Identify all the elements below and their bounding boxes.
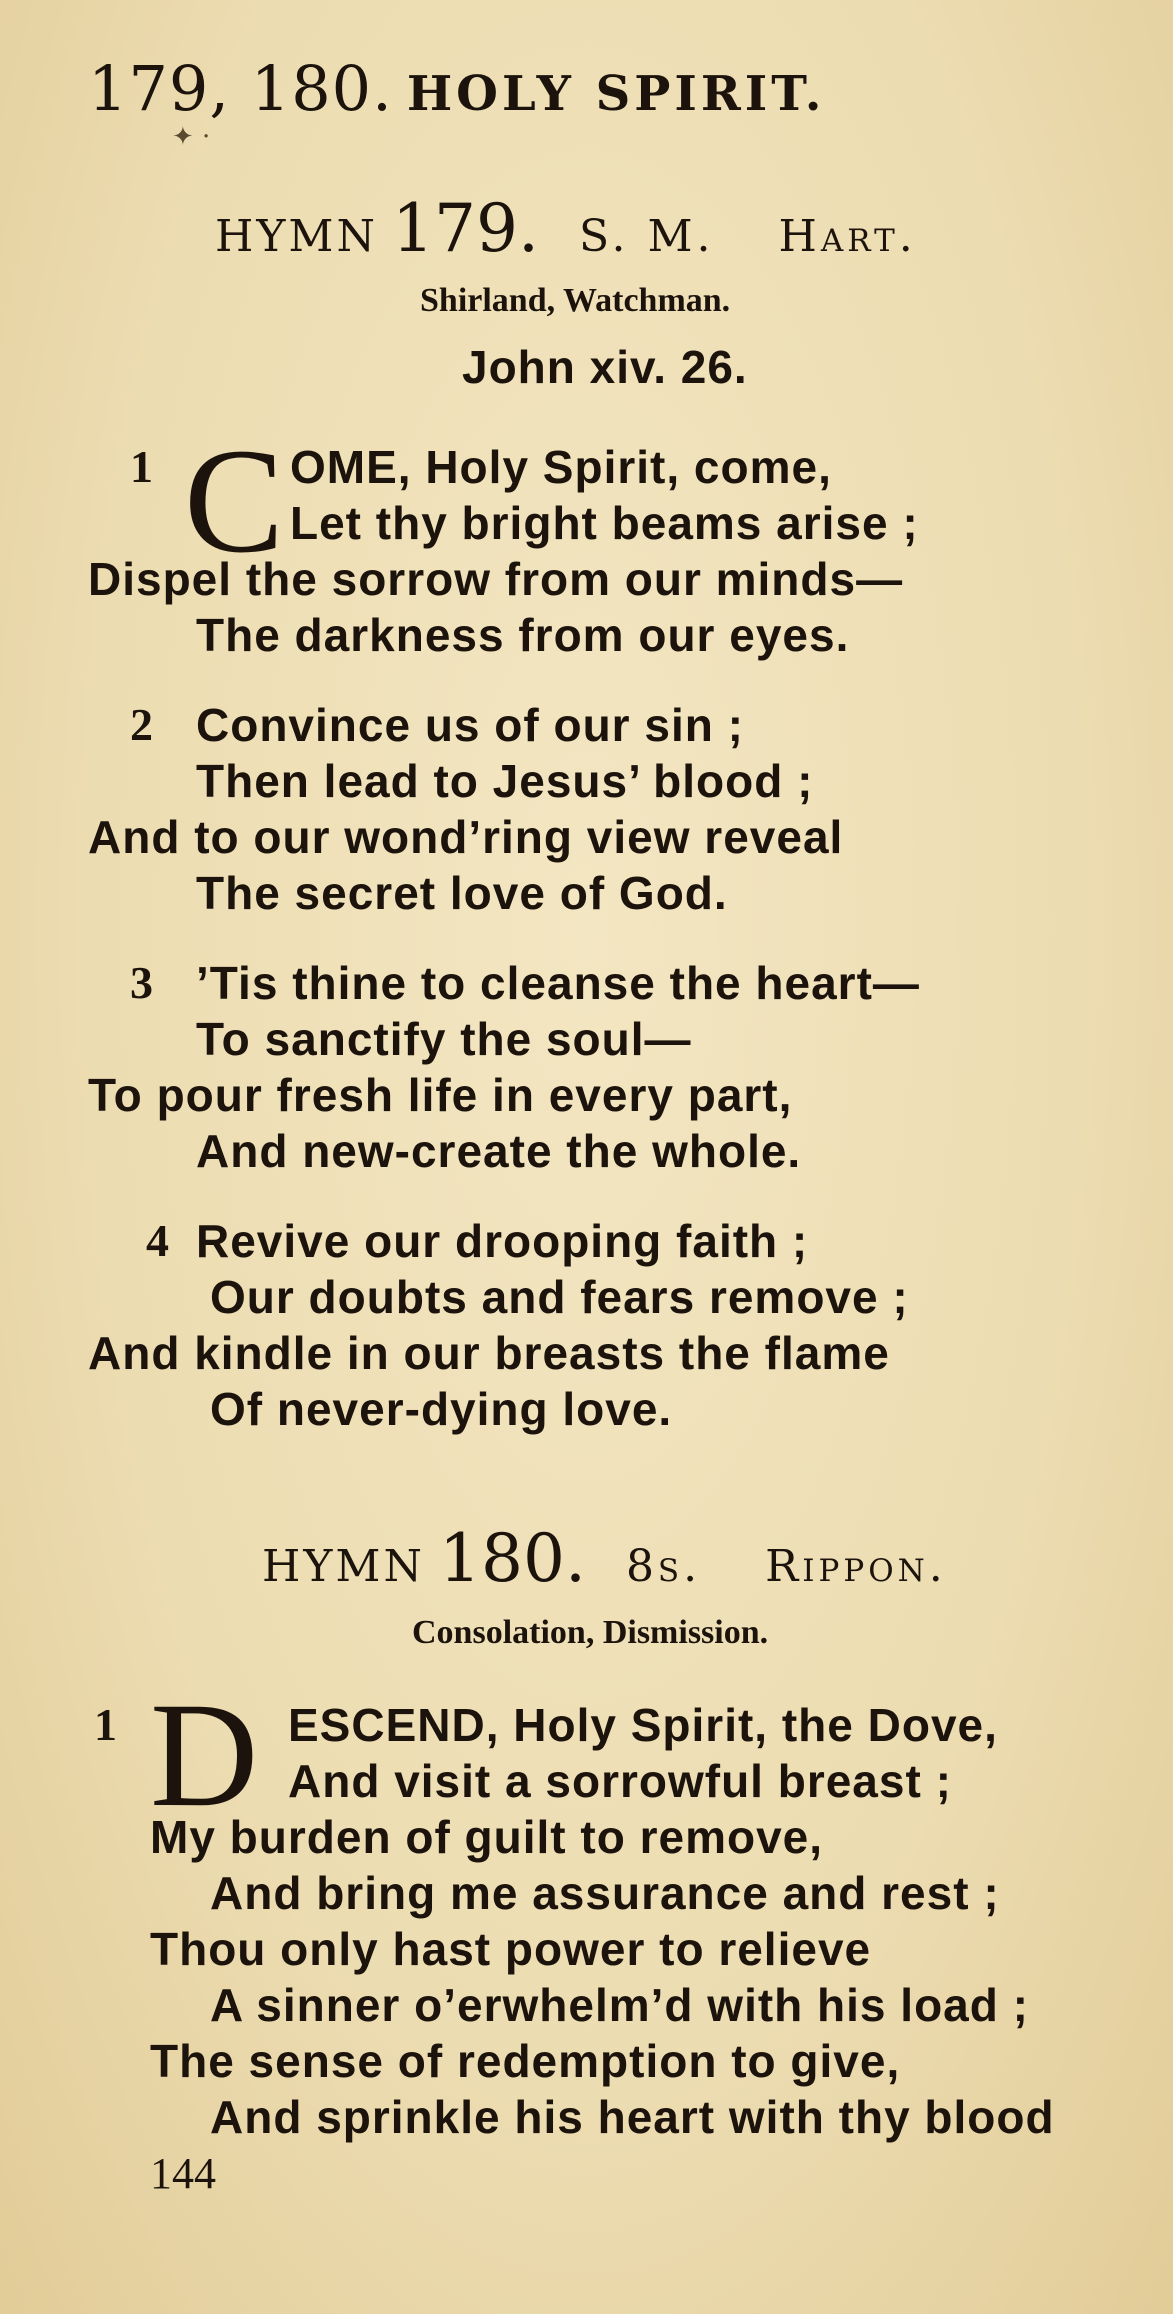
verse-line: The darkness from our eyes.	[196, 609, 850, 661]
verse-line: To pour fresh life in every part,	[88, 1069, 793, 1121]
verse-line: Let thy bright beams arise ;	[290, 497, 919, 549]
verse-line: And visit a sorrowful breast ;	[288, 1755, 952, 1807]
verse-number: 2	[130, 699, 153, 750]
ornament-icon: ✦ ·	[172, 122, 211, 152]
hymn-author: Hart.	[778, 211, 917, 262]
verse-line: The sense of redemption to give,	[150, 2035, 901, 2087]
hymn-180-tunes: Consolation, Dismission.	[412, 1614, 769, 1651]
verse-line: And sprinkle his heart with thy blood	[210, 2091, 1055, 2143]
hymn-180-header	[262, 1520, 947, 1597]
drop-cap: C	[184, 418, 285, 584]
verse-line: And kindle in our breasts the flame	[88, 1327, 890, 1379]
hymn-meter: S. M.	[578, 211, 715, 262]
hymn-number: 179.	[391, 190, 539, 267]
verse-line: Our doubts and fears remove ;	[210, 1271, 909, 1323]
running-head-numbers: 179, 180.	[88, 52, 393, 125]
verse-line: To sanctify the soul—	[196, 1013, 692, 1065]
hymn-author: Rippon.	[765, 1541, 947, 1592]
hymn-179-tunes: Shirland, Watchman.	[420, 282, 731, 319]
hymn-number: 180.	[438, 1520, 586, 1597]
verse-line: OME, Holy Spirit, come,	[290, 441, 832, 493]
verse-number: 3	[130, 957, 153, 1008]
verse-line: Revive our drooping faith ;	[196, 1215, 809, 1267]
hymn-179-header	[215, 190, 917, 267]
verse-number: 4	[146, 1215, 169, 1266]
hymn-word: HYMN	[262, 1541, 425, 1592]
verse-line: And bring me assurance and rest ;	[210, 1867, 1000, 1919]
hymn-meter: 8s.	[625, 1541, 702, 1592]
verse-line: Of never-dying love.	[210, 1383, 673, 1435]
verse-line: Convince us of our sin ;	[196, 699, 744, 751]
running-head	[88, 52, 825, 125]
running-head-title: HOLY SPIRIT.	[406, 66, 826, 122]
verse-line: ESCEND, Holy Spirit, the Dove,	[288, 1699, 998, 1751]
hymn-word: HYMN	[215, 211, 378, 262]
drop-cap: D	[150, 1672, 259, 1838]
verse-number: 1	[130, 441, 153, 492]
verse-line: Dispel the sorrow from our minds—	[88, 553, 904, 605]
verse-line: My burden of guilt to remove,	[150, 1811, 824, 1863]
verse-line: The secret love of God.	[196, 867, 728, 919]
verse-line: ’Tis thine to cleanse the heart—	[196, 957, 920, 1009]
verse-line: Then lead to Jesus’ blood ;	[196, 755, 814, 807]
verse-line: And to our wond’ring view reveal	[88, 811, 844, 863]
page-number: 144	[150, 2149, 216, 2198]
hymn-179-scripture: John xiv. 26.	[462, 341, 748, 393]
verse-number: 1	[94, 1699, 117, 1750]
verse-line: Thou only hast power to relieve	[150, 1923, 872, 1975]
verse-line: A sinner o’erwhelm’d with his load ;	[210, 1979, 1029, 2031]
verse-line: And new-create the whole.	[196, 1125, 802, 1177]
